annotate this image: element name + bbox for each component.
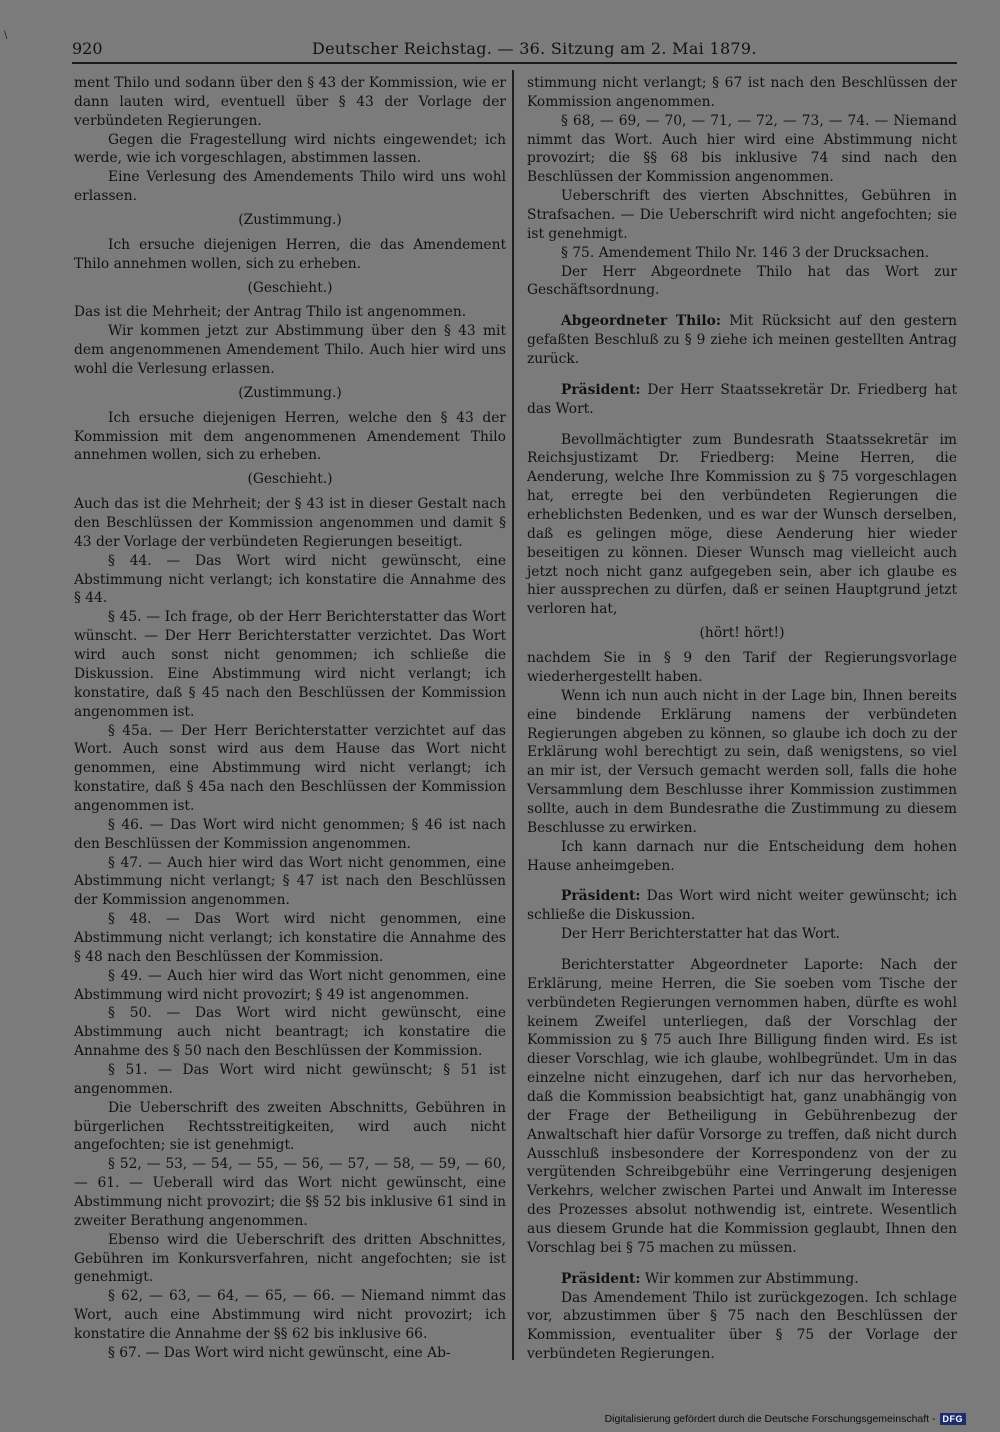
column-divider <box>512 70 514 1360</box>
paragraph-text: (Zustimmung.) <box>238 212 342 229</box>
paragraph <box>74 816 506 854</box>
paragraph-text: § 62, — 63, — 64, — 65, — 66. — Niemand nimmt das Wort, auch eine Abstimmung wird nicht provozirt; ich konstatire die Annahme der §§ 62 bis inklusive 66. <box>74 1288 506 1342</box>
paragraph-text: (Geschieht.) <box>247 471 333 488</box>
paragraph-text: Ich kann darnach nur die Entscheidung dem hohen Hause anheimgeben. <box>527 838 957 874</box>
paragraph <box>74 552 506 609</box>
header-rule <box>72 62 957 64</box>
paragraph-text: Ich ersuche diejenigen Herren, welche den § 43 der Kommission mit dem angenommenen Amendement Thilo annehmen wollen, sich zu erheben. <box>74 409 506 464</box>
paragraph <box>527 244 957 263</box>
paragraph <box>527 687 957 838</box>
paragraph <box>527 887 957 925</box>
running-title: Deutscher Reichstag. — 36. Sitzung am 2. Mai 1879. <box>312 39 757 58</box>
paragraph-text: Das ist die Mehrheit; der Antrag Thilo ist angenommen. <box>74 304 467 321</box>
paragraph-text: § 46. — Das Wort wird nicht genommen; § 46 ist nach den Beschlüssen der Kommission angenommen. <box>74 816 506 852</box>
paragraph-text: Ich ersuche diejenigen Herren, die das Amendement Thilo annehmen wollen, sich zu erheben. <box>74 236 506 272</box>
paragraph-text: Eine Verlesung des Amendements Thilo wird uns wohl erlassen. <box>74 169 506 205</box>
paragraph <box>527 112 957 187</box>
speaker-label: Präsident: <box>561 381 641 398</box>
paragraph <box>527 74 957 112</box>
paragraph <box>74 1099 506 1156</box>
paragraph <box>527 838 957 876</box>
paragraph <box>527 431 957 620</box>
paragraph <box>74 854 506 911</box>
paragraph-text: Gegen die Fragestellung wird nichts eingewendet; ich werde, wie ich vorgeschlagen, abstimmen lassen. <box>74 131 506 167</box>
paragraph-text: Bevollmächtigter zum Bundesrath Staatssekretär im Reichsjustizamt Dr. Friedberg: Meine Herren, die Aenderung, welche Ihre Kommission zu § 75 vorgeschlagen hat, erregte bei den verbündeten Regierungen die erheblichsten Bedenken, und es war der Wunsch derselben, daß es gelingen möge, diese Aenderung hier wieder beseitigen zu können. Dieser Wunsch mag vielleicht auch jetzt noch nicht ganz aufgegeben sein, aber ich glaube es hier aussprechen zu dürfen, daß er seinen Hauptgrund jetzt verloren hat, <box>527 431 957 618</box>
paragraph-text: (hört! hört!) <box>699 625 785 642</box>
paragraph <box>74 303 506 322</box>
paragraph <box>74 470 506 489</box>
paragraph-text: § 47. — Auch hier wird das Wort nicht genommen, eine Abstimmung nicht verlangt; § 47 ist nach den Beschlüssen der Kommission angenommen. <box>74 854 506 909</box>
paragraph-text: Ueberschrift des vierten Abschnittes, Gebühren in Strafsachen. — Die Ueberschrift wird nicht angefochten; sie ist genehmigt. <box>527 188 957 242</box>
speaker-label: Präsident: <box>561 1270 641 1287</box>
paragraph <box>74 967 506 1005</box>
paragraph <box>74 322 506 379</box>
paragraph <box>527 624 957 643</box>
paragraph <box>527 312 957 369</box>
paragraph <box>74 1344 506 1363</box>
paragraph <box>527 187 957 244</box>
paragraph <box>74 910 506 967</box>
paragraph <box>74 1231 506 1288</box>
paragraph-text: nachdem Sie in § 9 den Tarif der Regierungsvorlage wiederhergestellt haben. <box>527 650 957 685</box>
paragraph-text: Mit Rücksicht auf den gestern gefaßten Beschluß zu § 9 ziehe ich meinen gestellten Antrag zurück. <box>527 313 957 368</box>
paragraph <box>527 1270 957 1289</box>
page-header <box>72 36 957 64</box>
margin-mark: \ <box>4 30 8 41</box>
paragraph <box>74 279 506 298</box>
footer-credit: Digitalisierung gefördert durch die Deutsche Forschungsgemeinschaft - <box>604 1413 936 1425</box>
paragraph <box>74 608 506 721</box>
paragraph-text: § 51. — Das Wort wird nicht gewünscht; § 51 ist angenommen. <box>74 1061 506 1097</box>
paragraph <box>74 495 506 552</box>
paragraph-text: § 52, — 53, — 54, — 55, — 56, — 57, — 58, — 59, — 60, — 61. — Ueberall wird das Wort nicht gewünscht, eine Abstimmung nicht provozirt; die §§ 52 bis inklusive 61 sind in zweiter Berathung angenommen. <box>74 1156 506 1229</box>
dfg-logo: DFG <box>940 1413 967 1425</box>
paragraph-text: Wenn ich nun auch nicht in der Lage bin, Ihnen bereits eine bindende Erklärung namens der verbündeten Regierungen abgeben zu können, so glaube ich doch zu der Erklärung wohl berechtigt zu sein, daß wenigstens, so viel an mir ist, der Versuch gemacht werden soll, falls die hohe Versammlung dem Beschlusse ihrer Kommission zustimmen sollte, auch in dem Bundesrathe die Zustimmung zu diesem Beschlusse zu erwirken. <box>527 687 957 836</box>
paragraph-text: Wir kommen jetzt zur Abstimmung über den § 43 mit dem angenommenen Amendement Thilo. Auch hier wird uns wohl die Verlesung erlassen. <box>74 323 506 378</box>
speaker-label: Präsident: <box>561 888 641 905</box>
paragraph <box>74 1004 506 1061</box>
paragraph-text: § 67. — Das Wort wird nicht gewünscht, eine Ab- <box>108 1344 451 1361</box>
speaker-label: Abgeordneter Thilo: <box>561 313 721 330</box>
paragraph <box>527 263 957 301</box>
paragraph-text: Berichterstatter Abgeordneter Laporte: Nach der Erklärung, meine Herren, die Sie soeben vom Tische der verbündeten Regierungen vernommen haben, dürfte es wohl keinem Zweifel unterliegen, daß der Vorschlag der Kommission zu § 75 auch Ihre Billigung finden wird. Es ist dieser Vorschlag, wie ich glaube, wohlbegründet. Um in das einzelne nicht einzugehen, darf ich nur das hervorheben, daß die Kommission beabsichtigt hat, ganz unabhängig von der Frage der Betheiligung in Gebührenbezug der Anwaltschaft hier dafür Vorsorge zu treffen, daß nicht durch Ausschluß insbesondere der Korrespondenz von der zu vergütenden Schreibgebühr eine Verringerung desjenigen Verkehrs, welcher zwischen Partei und Anwalt im Interesse des Prozesses absolut nothwendig ist, eintrete. Wesentlich aus diesem Grunde hat die Kommission geglaubt, Ihnen den Vorschlag bei § 75 machen zu müssen. <box>527 956 957 1256</box>
paragraph-text: Der Herr Berichterstatter hat das Wort. <box>561 926 840 943</box>
paragraph-text: Die Ueberschrift des zweiten Abschnitts, Gebühren in bürgerlichen Rechtsstreitigkeiten, wird auch nicht angefochten; sie ist genehmigt. <box>74 1099 506 1154</box>
paragraph <box>527 956 957 1258</box>
paragraph <box>74 1155 506 1230</box>
paragraph <box>74 74 506 131</box>
paragraph-text: (Geschieht.) <box>247 279 333 296</box>
paragraph <box>527 925 957 944</box>
paragraph-text: § 75. Amendement Thilo Nr. 146 3 der Drucksachen. <box>561 244 930 261</box>
right-column <box>527 74 957 1364</box>
paragraph-text: § 50. — Das Wort wird nicht gewünscht, eine Abstimmung auch nicht beantragt; ich konstatire die Annahme des § 50 nach den Beschlüssen der Kommission. <box>74 1005 506 1060</box>
paragraph-text: Auch das ist die Mehrheit; der § 43 ist in dieser Gestalt nach den Beschlüssen der Kommission angenommen und damit § 43 der Vorlage der verbündeten Regierungen beseitigt. <box>74 496 506 550</box>
paragraph <box>527 381 957 419</box>
left-column <box>74 74 506 1363</box>
paragraph <box>74 1061 506 1099</box>
paragraph <box>74 722 506 816</box>
paragraph <box>74 168 506 206</box>
paragraph-text: stimmung nicht verlangt; § 67 ist nach den Beschlüssen der Kommission angenommen. <box>527 75 957 110</box>
paragraph-text: Ebenso wird die Ueberschrift des dritten Abschnittes, Gebühren im Konkursverfahren, nicht angefochten; sie ist genehmigt. <box>74 1231 506 1286</box>
paragraph-text: Der Herr Staatssekretär Dr. Friedberg hat das Wort. <box>527 381 957 417</box>
paragraph-text: § 48. — Das Wort wird nicht genommen, eine Abstimmung nicht verlangt; ich konstatire die Annahme des § 48 nach den Beschlüssen der Kommission. <box>74 911 506 965</box>
paragraph-text: § 44. — Das Wort wird nicht gewünscht, eine Abstimmung nicht verlangt; ich konstatire die Annahme des § 44. <box>74 552 506 607</box>
paragraph <box>74 1287 506 1344</box>
paragraph-text: Das Amendement Thilo ist zurückgezogen. Ich schlage vor, abzustimmen über § 75 nach den Beschlüssen der Kommission, eventualiter über § 75 der Vorlage der verbündeten Regierungen. <box>527 1289 957 1363</box>
page-number: 920 <box>72 39 103 58</box>
paragraph-text: Wir kommen zur Abstimmung. <box>640 1270 859 1287</box>
paragraph <box>74 211 506 230</box>
paragraph <box>527 649 957 687</box>
paragraph-text: § 45a. — Der Herr Berichterstatter verzichtet auf das Wort. Auch sonst wird aus dem Hause das Wort nicht genommen, eine Abstimmung wird nicht verlangt; ich konstatire, daß § 45a nach den Beschlüssen der Kommission angenommen ist. <box>74 722 506 814</box>
paragraph-text: ment Thilo und sodann über den § 43 der Kommission, wie er dann lauten wird, eventuell über § 43 der Vorlage der verbündeten Regierungen. <box>74 75 506 129</box>
paragraph-text: Der Herr Abgeordnete Thilo hat das Wort zur Geschäftsordnung. <box>527 263 957 299</box>
paragraph-text: Das Wort wird nicht weiter gewünscht; ich schließe die Diskussion. <box>527 888 957 924</box>
paragraph <box>527 1289 957 1364</box>
paragraph-text: (Zustimmung.) <box>238 384 342 401</box>
paragraph-text: § 45. — Ich frage, ob der Herr Berichterstatter das Wort wünscht. — Der Herr Berichterstatter verzichtet. Das Wort wird auch sonst nicht genommen; ich schließe die Diskussion. Eine Abstimmung wird nicht verlangt; ich konstatire, daß § 45 nach den Beschlüssen der Kommission angenommen ist. <box>74 609 506 720</box>
paragraph <box>74 236 506 274</box>
paragraph-text: § 68, — 69, — 70, — 71, — 72, — 73, — 74. — Niemand nimmt das Wort. Auch hier wird eine Abstimmung nicht provozirt; die §§ 68 bis inklusive 74 sind nach den Beschlüssen der Kommission angenommen. <box>527 112 957 186</box>
paragraph <box>74 384 506 403</box>
paragraph <box>74 131 506 169</box>
paragraph-text: § 49. — Auch hier wird das Wort nicht genommen, eine Abstimmung wird nicht provozirt; § 49 ist angenommen. <box>74 967 506 1003</box>
footer <box>605 1413 966 1425</box>
paragraph <box>74 409 506 466</box>
